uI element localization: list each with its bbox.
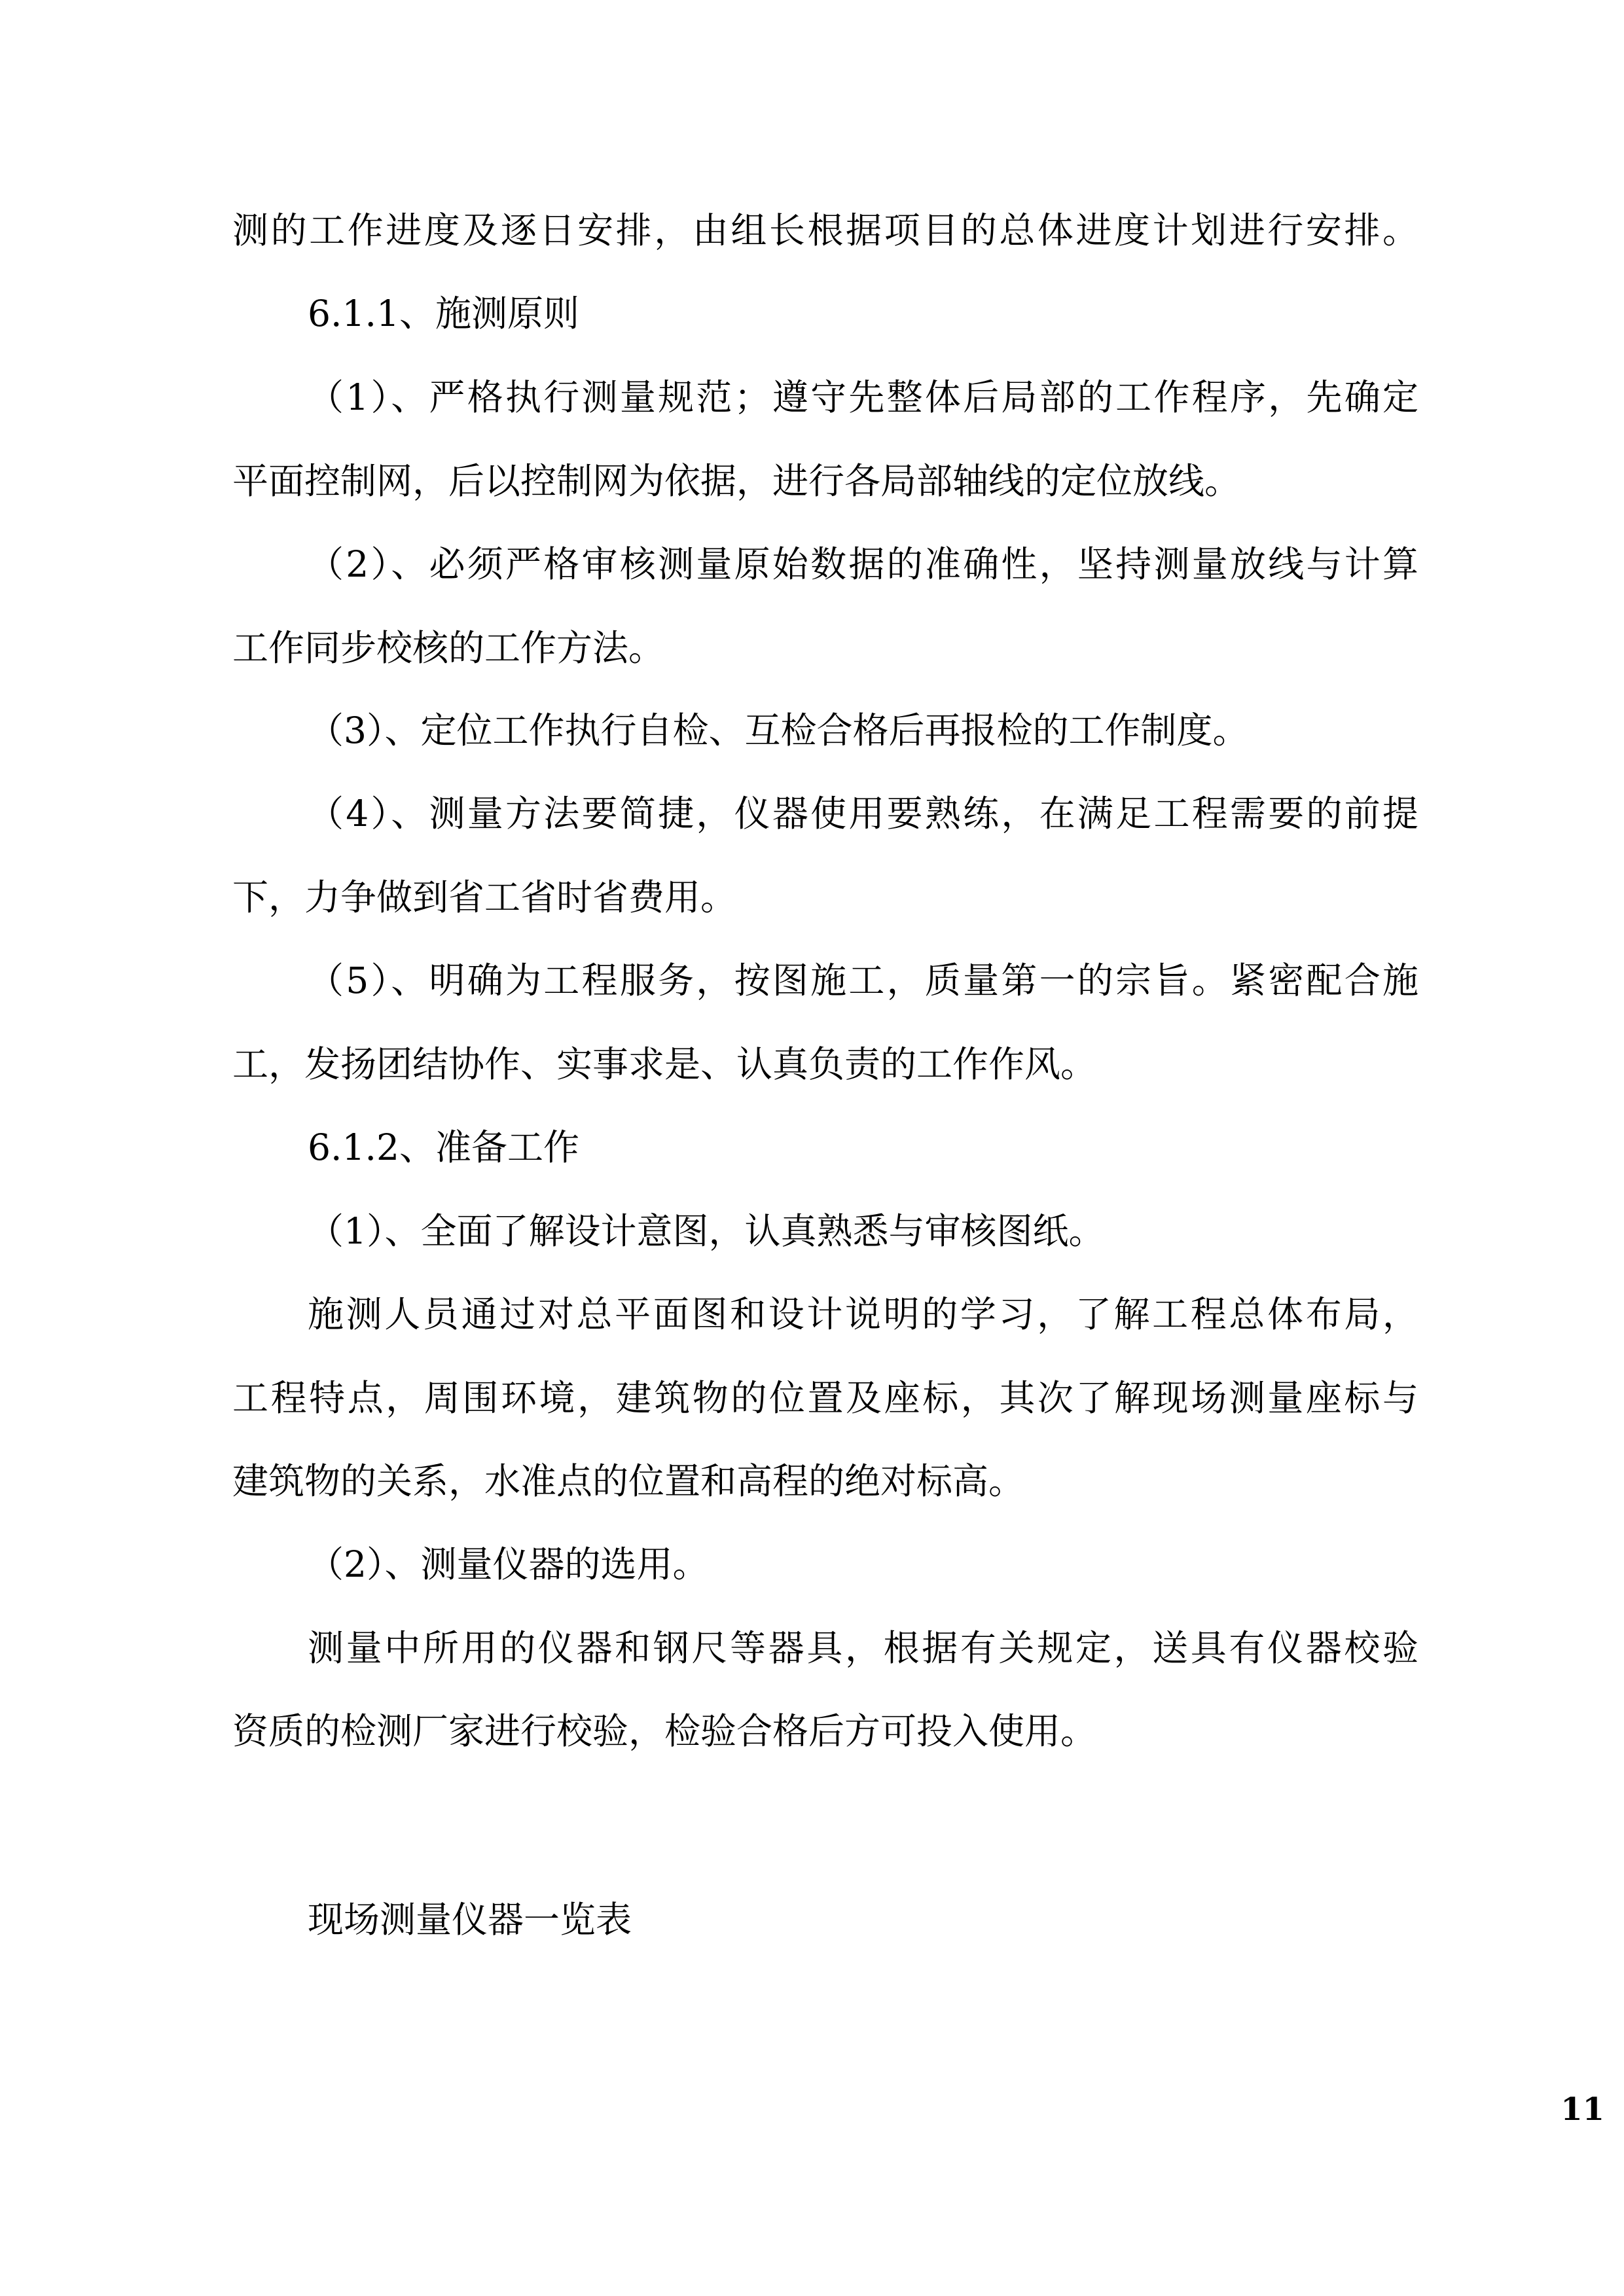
paragraph-line: （4）、测量方法要简捷，仪器使用要熟练，在满足工程需要的前提 — [308, 793, 1418, 834]
paragraph-line: 施测人员通过对总平面图和设计说明的学习，了解工程总体布局， — [308, 1293, 1418, 1335]
table-caption: 现场测量仪器一览表 — [308, 1899, 632, 1941]
paragraph-line: 工，发扬团结协作、实事求是、认真负责的工作作风。 — [232, 1043, 1097, 1085]
paragraph-line: （5）、明确为工程服务，按图施工，质量第一的宗旨。紧密配合施 — [308, 960, 1418, 1001]
paragraph-line: （1）、严格执行测量规范；遵守先整体后局部的工作程序，先确定 — [308, 376, 1418, 418]
paragraph-line: 测量中所用的仪器和钢尺等器具，根据有关规定，送具有仪器校验 — [308, 1627, 1418, 1669]
paragraph-line: （2）、测量仪器的选用。 — [308, 1543, 709, 1585]
section-heading-6-1-2: 6.1.2、准备工作 — [308, 1126, 579, 1168]
paragraph-line: 工作同步校核的工作方法。 — [232, 627, 665, 669]
page-number: 11 — [1561, 2091, 1604, 2128]
paragraph-line: （3）、定位工作执行自检、互检合格后再报检的工作制度。 — [308, 709, 1249, 751]
paragraph-line: 平面控制网，后以控制网为依据，进行各局部轴线的定位放线。 — [232, 460, 1241, 502]
paragraph-line: 资质的检测厂家进行校验，检验合格后方可投入使用。 — [232, 1710, 1097, 1752]
paragraph-line: （2）、必须严格审核测量原始数据的准确性，坚持测量放线与计算 — [308, 543, 1418, 585]
paragraph-line: 工程特点，周围环境，建筑物的位置及座标，其次了解现场测量座标与 — [232, 1377, 1418, 1419]
paragraph-line: （1）、全面了解设计意图，认真熟悉与审核图纸。 — [308, 1210, 1105, 1252]
paragraph-line: 测的工作进度及逐日安排，由组长根据项目的总体进度计划进行安排。 — [232, 209, 1418, 251]
paragraph-line: 建筑物的关系，水准点的位置和高程的绝对标高。 — [232, 1460, 1025, 1502]
paragraph-line: 下，力争做到省工省时省费用。 — [232, 876, 737, 918]
section-heading-6-1-1: 6.1.1、施测原则 — [308, 293, 579, 334]
